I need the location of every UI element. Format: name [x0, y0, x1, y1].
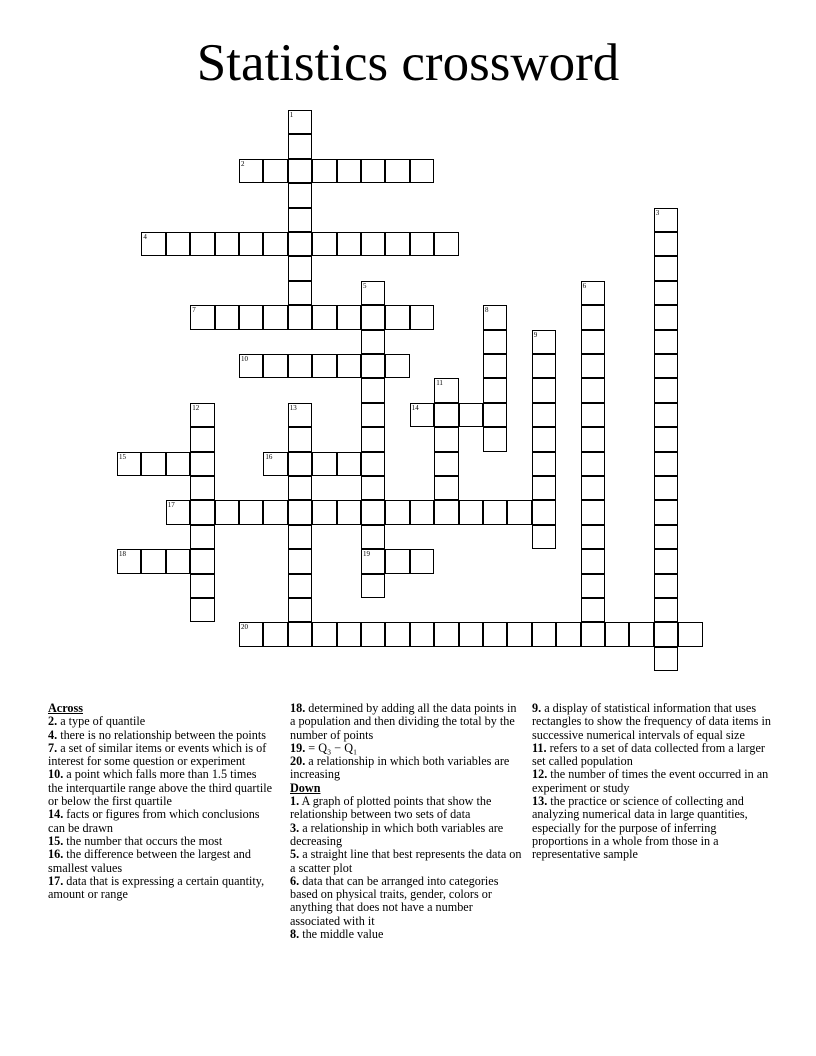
- grid-cell[interactable]: [312, 500, 336, 524]
- clue-text: the difference between the largest and smallest values: [48, 847, 251, 875]
- grid-cell[interactable]: [361, 452, 385, 476]
- grid-cell[interactable]: [581, 330, 605, 354]
- grid-cell[interactable]: [581, 476, 605, 500]
- grid-cell[interactable]: [385, 159, 409, 183]
- grid-cell[interactable]: [385, 232, 409, 256]
- clue-text: a display of statistical information that uses rectangles to show the frequency of data items in successive numerical intervals of equal size: [532, 701, 771, 742]
- across-heading: Across: [48, 701, 83, 715]
- across-clue: [48, 835, 273, 848]
- grid-cell[interactable]: [337, 159, 361, 183]
- grid-cell[interactable]: [385, 354, 409, 378]
- grid-cell[interactable]: [385, 305, 409, 329]
- clue-text: the number of times the event occurred in an experiment or study: [532, 767, 769, 795]
- clue-number: 15: [119, 452, 126, 461]
- grid-cell[interactable]: [190, 598, 214, 622]
- clue-number: 16: [265, 452, 273, 461]
- down-clue: [532, 768, 772, 795]
- clue-number: 14.: [48, 807, 64, 822]
- grid-cell[interactable]: [410, 500, 434, 524]
- clue-number: 9.: [532, 701, 542, 715]
- grid-cell[interactable]: [337, 452, 361, 476]
- grid-cell[interactable]: [141, 549, 165, 573]
- grid-cell[interactable]: [288, 281, 312, 305]
- clue-text: data that can be arranged into categories based on physical traits, gender, colors or anything that does not have a number associated with it: [290, 873, 499, 928]
- clue-text: a straight line that best represents the data on a scatter plot: [290, 847, 522, 875]
- grid-cell[interactable]: [337, 232, 361, 256]
- grid-cell[interactable]: [483, 427, 507, 451]
- grid-cell[interactable]: [312, 452, 336, 476]
- grid-cell[interactable]: [263, 232, 287, 256]
- clue-text: A graph of plotted points that show the relationship between two sets of data: [290, 794, 492, 822]
- grid-cell[interactable]: [288, 622, 312, 646]
- clue-text: the number that occurs the most: [66, 833, 223, 848]
- grid-cell[interactable]: [556, 622, 580, 646]
- down-clue: [290, 822, 522, 849]
- grid-cell[interactable]: [483, 305, 507, 329]
- clue-number: 19.: [290, 740, 306, 755]
- across-clue: [48, 729, 273, 742]
- grid-cell[interactable]: [312, 159, 336, 183]
- grid-cell[interactable]: [215, 500, 239, 524]
- grid-cell[interactable]: [361, 622, 385, 646]
- grid-cell[interactable]: [410, 622, 434, 646]
- grid-cell[interactable]: [434, 378, 458, 402]
- page-title: Statistics crossword: [196, 34, 620, 92]
- across-clue: [48, 848, 273, 875]
- grid-cell[interactable]: [459, 622, 483, 646]
- grid-cell[interactable]: [166, 452, 190, 476]
- grid-cell[interactable]: [581, 378, 605, 402]
- grid-cell[interactable]: [410, 305, 434, 329]
- grid-cell[interactable]: [361, 354, 385, 378]
- grid-cell[interactable]: [483, 354, 507, 378]
- grid-cell[interactable]: [434, 427, 458, 451]
- grid-cell[interactable]: [117, 549, 141, 573]
- grid-cell[interactable]: [288, 305, 312, 329]
- grid-cell[interactable]: [410, 403, 434, 427]
- clue-text: the practice or science of collecting and analyzing numerical data in large quantities, especially for the purpose of inferring proportions in a whole from those in a representative sample: [532, 794, 748, 862]
- grid-cell[interactable]: [532, 622, 556, 646]
- grid-cell[interactable]: [483, 403, 507, 427]
- clue-column-1: [48, 702, 273, 901]
- grid-cell[interactable]: [532, 452, 556, 476]
- clue-number: 6.: [290, 873, 300, 888]
- clue-number: 8: [485, 306, 489, 315]
- clue-number: 18: [119, 550, 126, 559]
- grid-cell[interactable]: [581, 622, 605, 646]
- grid-cell[interactable]: [532, 403, 556, 427]
- grid-cell[interactable]: [581, 354, 605, 378]
- grid-cell[interactable]: [288, 452, 312, 476]
- grid-cell[interactable]: [654, 281, 678, 305]
- grid-cell[interactable]: [337, 354, 361, 378]
- grid-cell[interactable]: [288, 574, 312, 598]
- clue-number: 5.: [290, 847, 300, 862]
- clue-number: 19: [363, 550, 370, 559]
- grid-cell[interactable]: [263, 159, 287, 183]
- grid-cell[interactable]: [361, 232, 385, 256]
- clue-number: 4.: [48, 727, 58, 742]
- clue-number: 2.: [48, 714, 58, 729]
- grid-cell[interactable]: [581, 403, 605, 427]
- grid-cell[interactable]: [288, 256, 312, 280]
- grid-cell[interactable]: [532, 354, 556, 378]
- clue-number: 4: [143, 233, 147, 241]
- grid-cell[interactable]: [434, 500, 458, 524]
- clue-number: 13.: [532, 794, 548, 809]
- grid-cell[interactable]: [190, 403, 214, 427]
- grid-cell[interactable]: [654, 378, 678, 402]
- grid-cell[interactable]: [361, 378, 385, 402]
- grid-cell[interactable]: [654, 574, 678, 598]
- grid-cell[interactable]: [654, 232, 678, 256]
- clue-number: 8.: [290, 927, 300, 942]
- grid-cell[interactable]: [288, 110, 312, 134]
- grid-cell[interactable]: [288, 134, 312, 158]
- grid-cell[interactable]: [459, 500, 483, 524]
- grid-cell[interactable]: [117, 452, 141, 476]
- grid-cell[interactable]: [654, 525, 678, 549]
- grid-cell[interactable]: [483, 378, 507, 402]
- grid-cell[interactable]: [288, 427, 312, 451]
- clue-text: data that is expressing a certain quantity, amount or range: [48, 873, 265, 902]
- grid-cell[interactable]: [434, 622, 458, 646]
- grid-cell[interactable]: [532, 427, 556, 451]
- grid-cell[interactable]: [361, 427, 385, 451]
- grid-cell[interactable]: [288, 232, 312, 256]
- across-clue: [48, 715, 273, 728]
- clue-number: 10: [241, 355, 248, 363]
- grid-cell[interactable]: [288, 159, 312, 183]
- grid-cell[interactable]: [581, 574, 605, 598]
- grid-cell[interactable]: [654, 598, 678, 622]
- grid-cell[interactable]: [532, 476, 556, 500]
- grid-cell[interactable]: [507, 622, 531, 646]
- grid-cell[interactable]: [263, 305, 287, 329]
- clue-number: 12: [192, 403, 200, 412]
- clue-number: 17: [167, 501, 175, 510]
- grid-cell[interactable]: [385, 500, 409, 524]
- grid-cell[interactable]: [361, 305, 385, 329]
- clue-number: 6: [582, 281, 587, 290]
- clue-text: a relationship in which both variables are increasing: [290, 754, 510, 782]
- clue-number: 11: [436, 379, 443, 388]
- grid-cell[interactable]: [361, 500, 385, 524]
- grid-cell[interactable]: [190, 476, 214, 500]
- grid-cell[interactable]: [190, 232, 214, 256]
- clue-number: 17.: [48, 873, 64, 888]
- across-clue: [290, 755, 522, 782]
- grid-cell[interactable]: [483, 330, 507, 354]
- grid-cell[interactable]: [361, 549, 385, 573]
- clue-number: 15.: [48, 833, 64, 848]
- grid-cell[interactable]: [654, 476, 678, 500]
- grid-cell[interactable]: [263, 622, 287, 646]
- grid-cell[interactable]: [532, 525, 556, 549]
- grid-cell[interactable]: [581, 500, 605, 524]
- across-clue: [48, 768, 273, 808]
- clue-number: 11.: [532, 740, 547, 755]
- clue-number: 18.: [290, 701, 306, 715]
- grid-cell[interactable]: [654, 208, 678, 232]
- grid-cell[interactable]: [361, 574, 385, 598]
- grid-cell[interactable]: [312, 354, 336, 378]
- clue-number: 13: [289, 403, 297, 412]
- grid-cell[interactable]: [434, 476, 458, 500]
- grid-cell[interactable]: [166, 500, 190, 524]
- clue-number: 7.: [48, 740, 58, 755]
- grid-cell[interactable]: [434, 403, 458, 427]
- across-clue: [290, 742, 522, 755]
- grid-cell[interactable]: [459, 403, 483, 427]
- grid-cell[interactable]: [581, 281, 605, 305]
- grid-cell[interactable]: [654, 622, 678, 646]
- clue-number: 10.: [48, 767, 64, 782]
- across-clue: [48, 875, 273, 902]
- grid-cell[interactable]: [239, 622, 263, 646]
- clue-text: the middle value: [302, 927, 384, 942]
- clue-text: facts or figures from which conclusions can be drawn: [48, 807, 260, 835]
- grid-cell[interactable]: [581, 452, 605, 476]
- grid-cell[interactable]: [239, 500, 263, 524]
- grid-cell[interactable]: [239, 232, 263, 256]
- grid-cell[interactable]: [361, 281, 385, 305]
- grid-cell[interactable]: [434, 452, 458, 476]
- grid-cell[interactable]: [532, 500, 556, 524]
- grid-cell[interactable]: [361, 403, 385, 427]
- grid-cell[interactable]: [654, 500, 678, 524]
- grid-cell[interactable]: [190, 305, 214, 329]
- grid-cell[interactable]: [385, 622, 409, 646]
- clue-number: 20.: [290, 754, 306, 769]
- grid-cell[interactable]: [141, 232, 165, 256]
- grid-cell[interactable]: [263, 354, 287, 378]
- down-clue: [532, 742, 772, 769]
- grid-cell[interactable]: [483, 500, 507, 524]
- grid-cell[interactable]: [190, 574, 214, 598]
- across-clue: [48, 808, 273, 835]
- grid-cell[interactable]: [215, 305, 239, 329]
- grid-cell[interactable]: [288, 549, 312, 573]
- grid-cell[interactable]: [654, 256, 678, 280]
- grid-cell[interactable]: [337, 500, 361, 524]
- grid-cell[interactable]: [581, 525, 605, 549]
- grid-cell[interactable]: [581, 427, 605, 451]
- grid-cell[interactable]: [288, 354, 312, 378]
- grid-cell[interactable]: [654, 549, 678, 573]
- clue-text: determined by adding all the data points in a population and then dividing the total by the number of points: [290, 701, 517, 742]
- grid-cell[interactable]: [654, 305, 678, 329]
- grid-cell[interactable]: [288, 500, 312, 524]
- down-clue: [290, 795, 522, 822]
- grid-cell[interactable]: [385, 549, 409, 573]
- grid-cell[interactable]: [239, 354, 263, 378]
- grid-cell[interactable]: [288, 598, 312, 622]
- grid-cell[interactable]: [654, 354, 678, 378]
- grid-cell[interactable]: [410, 159, 434, 183]
- grid-cell[interactable]: [141, 452, 165, 476]
- clue-text: = Q₃ − Q₁: [308, 740, 358, 755]
- grid-cell[interactable]: [239, 305, 263, 329]
- grid-cell[interactable]: [337, 622, 361, 646]
- grid-cell[interactable]: [337, 305, 361, 329]
- grid-cell[interactable]: [581, 305, 605, 329]
- clue-number: 20: [241, 623, 248, 632]
- grid-cell[interactable]: [654, 452, 678, 476]
- grid-cell[interactable]: [532, 330, 556, 354]
- clue-number: 9: [533, 330, 538, 339]
- clue-text: there is no relationship between the points: [60, 727, 266, 742]
- grid-cell[interactable]: [605, 622, 629, 646]
- grid-cell[interactable]: [532, 378, 556, 402]
- grid-cell[interactable]: [288, 525, 312, 549]
- grid-cell[interactable]: [361, 159, 385, 183]
- grid-cell[interactable]: [410, 549, 434, 573]
- grid-cell[interactable]: [263, 500, 287, 524]
- grid-cell[interactable]: [190, 452, 214, 476]
- grid-cell[interactable]: [483, 622, 507, 646]
- grid-cell[interactable]: [190, 549, 214, 573]
- down-clue: [532, 795, 772, 861]
- grid-cell[interactable]: [288, 476, 312, 500]
- clue-number: 3.: [290, 820, 300, 835]
- grid-cell[interactable]: [312, 232, 336, 256]
- grid-cell[interactable]: [507, 500, 531, 524]
- clue-text: refers to a set of data collected from a larger set called population: [532, 740, 765, 769]
- grid-cell[interactable]: [654, 330, 678, 354]
- grid-cell[interactable]: [434, 232, 458, 256]
- across-clue: [48, 742, 273, 769]
- clue-number: 12.: [532, 767, 548, 782]
- clue-number: 1.: [290, 794, 300, 809]
- grid-cell[interactable]: [581, 549, 605, 573]
- grid-cell[interactable]: [654, 647, 678, 671]
- grid-cell[interactable]: [361, 525, 385, 549]
- grid-cell[interactable]: [288, 208, 312, 232]
- clue-number: 14: [411, 403, 419, 412]
- down-clue: [532, 702, 772, 742]
- clue-text: a point which falls more than 1.5 times the interquartile range above the third quartile or below the first quartile: [48, 767, 273, 809]
- down-clue: [290, 875, 522, 928]
- grid-cell[interactable]: [654, 427, 678, 451]
- clue-text: a set of similar items or events which is of interest for some question or experiment: [48, 740, 267, 769]
- grid-cell[interactable]: [361, 476, 385, 500]
- down-heading: Down: [290, 780, 321, 795]
- grid-cell[interactable]: [629, 622, 653, 646]
- grid-cell[interactable]: [263, 452, 287, 476]
- grid-cell[interactable]: [678, 622, 702, 646]
- clue-column-2: [290, 702, 522, 941]
- down-clue: [290, 928, 522, 941]
- across-clue: [290, 702, 522, 742]
- clue-text: a relationship in which both variables are decreasing: [290, 820, 504, 848]
- grid-cell[interactable]: [190, 500, 214, 524]
- grid-cell[interactable]: [581, 598, 605, 622]
- grid-cell[interactable]: [312, 305, 336, 329]
- grid-cell[interactable]: [215, 232, 239, 256]
- grid-cell[interactable]: [288, 183, 312, 207]
- grid-cell[interactable]: [312, 622, 336, 646]
- clue-text: a type of quantile: [60, 714, 146, 729]
- clue-number: 16.: [48, 847, 64, 862]
- grid-cell[interactable]: [288, 403, 312, 427]
- grid-cell[interactable]: [410, 232, 434, 256]
- grid-cell[interactable]: [361, 330, 385, 354]
- grid-cell[interactable]: [166, 232, 190, 256]
- clue-number: 3: [655, 208, 660, 217]
- clue-column-3: [532, 702, 772, 862]
- down-clue: [290, 848, 522, 875]
- clue-number: 1: [289, 111, 294, 119]
- grid-cell[interactable]: [190, 427, 214, 451]
- clue-number: 5: [363, 281, 367, 290]
- grid-cell[interactable]: [166, 549, 190, 573]
- grid-cell[interactable]: [190, 525, 214, 549]
- grid-cell[interactable]: [654, 403, 678, 427]
- clue-number: 7: [192, 306, 196, 315]
- grid-cell[interactable]: [239, 159, 263, 183]
- clue-number: 2: [241, 159, 245, 168]
